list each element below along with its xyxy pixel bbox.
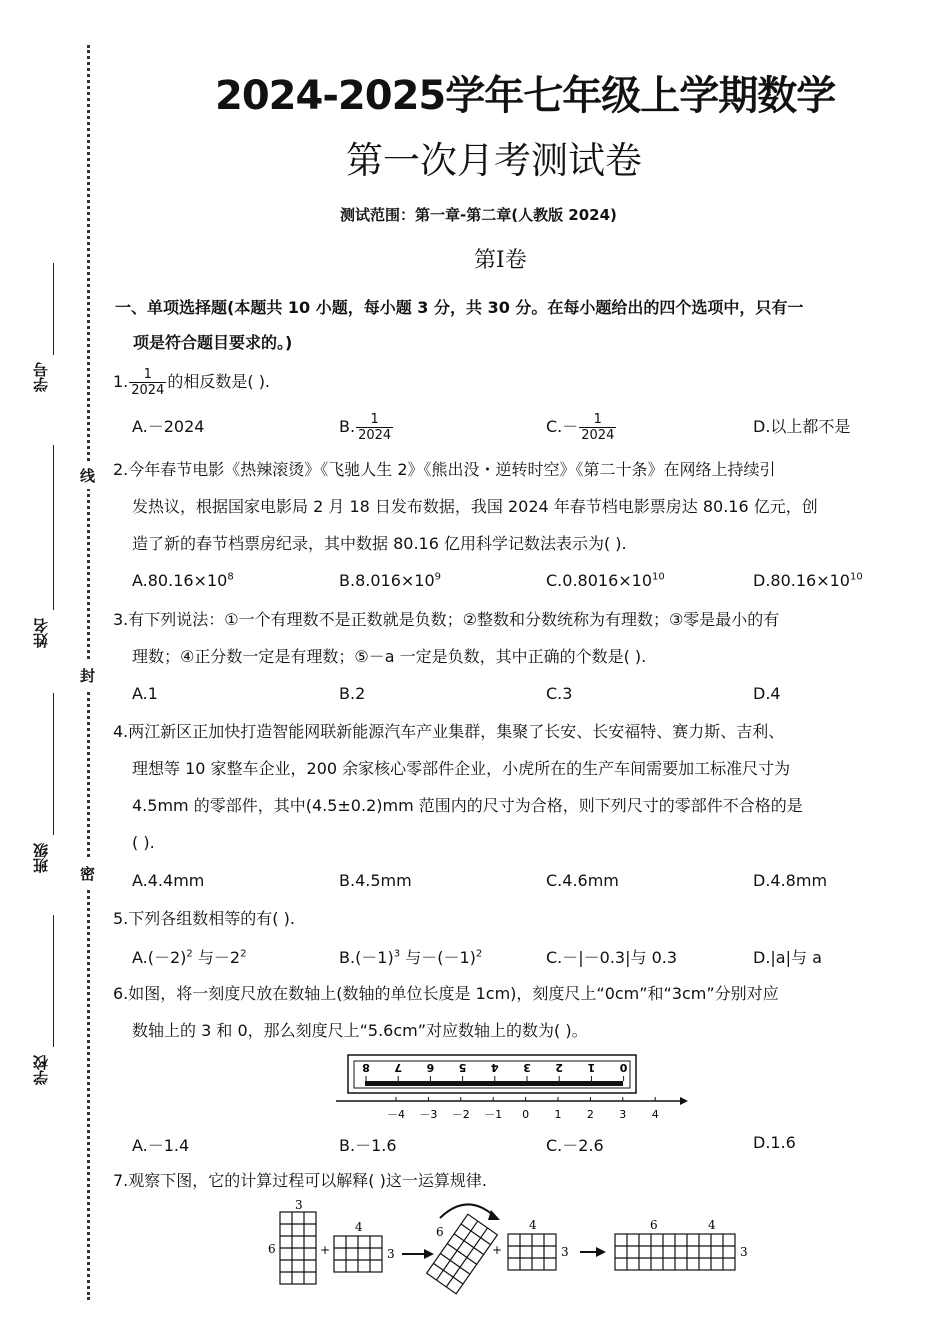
q2-a-exp: 8: [227, 571, 234, 583]
q4-line-1: 4.两江新区正加快打造智能网联新能源汽车产业集群，集聚了长安、长安福特、赛力斯、吉利、: [113, 722, 785, 741]
q1-b-fraction: [356, 412, 393, 443]
ruler-mark-label: 3: [523, 1061, 531, 1074]
q4-line-3: 4.5mm 的零部件，其中(4.5±0.2)mm 范围内的尺寸为合格，则下列尺寸的零部件不合格的是: [132, 796, 803, 815]
ruler-mark-label: 0: [619, 1061, 628, 1074]
q5-a-base: A.(－2): [132, 948, 187, 967]
school-blank: [53, 915, 54, 1047]
grid5-right-label: 3: [740, 1245, 748, 1259]
q4-option-c[interactable]: C.4.6mm: [546, 871, 619, 890]
q1-c-fraction: [579, 412, 616, 443]
q5-option-d[interactable]: D.|a|与 a: [753, 948, 822, 967]
q5-a-exp2: 2: [240, 948, 247, 960]
q1-option-a[interactable]: A.－2024: [132, 417, 205, 436]
school-label: 学校: [32, 1055, 50, 1085]
axis-tick-label: －3: [419, 1108, 438, 1121]
q2-b-base: B.8.016×10: [339, 571, 435, 590]
ruler-scale-bar: [365, 1081, 623, 1086]
q1-c-prefix: C.－: [546, 417, 579, 436]
grid2-top-label: 4: [355, 1220, 363, 1234]
student-id-label: 学号: [32, 362, 50, 392]
q2-options: [132, 571, 912, 595]
q2-option-a[interactable]: [132, 571, 234, 590]
q1-option-d[interactable]: D.以上都不是: [753, 417, 851, 436]
q1-fraction: [129, 367, 166, 398]
question-7: [113, 1162, 913, 1199]
q5-line-1: 5.下列各组数相等的有( ).: [113, 909, 295, 928]
q3-option-b[interactable]: B.2: [339, 684, 366, 703]
q2-line-3: 造了新的春节档票房纪录，其中数据 80.16 亿用科学记数法表示为( ).: [132, 534, 627, 553]
q1-stem: 的相反数是( ).: [167, 372, 271, 391]
q3-options: [132, 684, 912, 708]
ruler-labels: [362, 1061, 627, 1074]
class-blank: [53, 693, 54, 835]
seal-char-mi: 密: [80, 860, 95, 887]
q5-b-mid: 与－(－1): [400, 948, 476, 967]
grid-10x3: [615, 1234, 735, 1270]
area-model-figure: [262, 1196, 762, 1301]
arrow-1-head: [424, 1249, 434, 1259]
q6-line-1: 6.如图，将一刻度尺放在数轴上(数轴的单位长度是 1cm)，刻度尺上“0cm”和“3cm”分别对应: [113, 984, 779, 1003]
q4-options: [132, 871, 912, 895]
q1-b-prefix: B.: [339, 417, 356, 436]
question-3: [113, 601, 913, 675]
name-label: 姓名: [32, 618, 50, 648]
grid5-top-label-a: 6: [650, 1218, 658, 1232]
student-id-blank: [53, 263, 54, 355]
ruler-mark-label: 1: [587, 1061, 596, 1074]
q2-b-exp: 9: [434, 571, 442, 583]
axis-tick-label: 0: [522, 1108, 530, 1121]
q5-a-exp1: 2: [186, 948, 193, 960]
axis-tick-label: －1: [484, 1108, 503, 1121]
q6-line-2: 数轴上的 3 和 0，那么刻度尺上“5.6cm”对应数轴上的数为( )。: [132, 1021, 588, 1040]
q2-d-base: D.80.16×10: [753, 571, 850, 590]
q1-b-num: 1: [356, 412, 393, 428]
section-line-1: 一、单项选择题(本题共 10 小题，每小题 3 分，共 30 分。在每小题给出的四个选项中，只有一: [115, 298, 804, 317]
grid4-right-label: 3: [561, 1245, 569, 1259]
name-blank: [53, 445, 54, 610]
q5-options: [132, 945, 912, 969]
q5-b-exp2: 2: [475, 948, 483, 960]
q6-option-a[interactable]: A.－1.4: [132, 1136, 190, 1155]
ruler-mark-label: 2: [555, 1061, 564, 1074]
q3-option-a[interactable]: A.1: [132, 684, 158, 703]
question-4: [113, 713, 913, 861]
q6-option-b[interactable]: B.－1.6: [339, 1136, 397, 1155]
ruler-mark-label: 6: [426, 1061, 435, 1074]
axis-tick-label: 2: [586, 1108, 594, 1121]
ruler-mark-label: 5: [458, 1061, 467, 1074]
question-2: [113, 451, 913, 562]
q3-option-d[interactable]: D.4: [753, 684, 781, 703]
q1-b-den: 2024: [358, 428, 392, 443]
q1-frac-num: 1: [129, 367, 166, 383]
q5-option-c[interactable]: C.－|－0.3|与 0.3: [546, 948, 678, 967]
grid3-left-label: 6: [436, 1225, 444, 1239]
q6-option-c[interactable]: C.－2.6: [546, 1136, 604, 1155]
grid4-top-label: 4: [529, 1218, 537, 1232]
plus-sign-1: +: [320, 1243, 331, 1257]
q4-option-a[interactable]: A.4.4mm: [132, 871, 205, 890]
exam-title: 2024-2025学年七年级上学期数学: [215, 73, 836, 119]
q1-option-b[interactable]: [339, 412, 394, 443]
q7-line-1: 7.观察下图，它的计算过程可以解释( )这一运算规律.: [113, 1171, 487, 1190]
axis-tick-label: 4: [651, 1108, 659, 1121]
seal-char-xian: 线: [80, 462, 95, 489]
axis-tick-label: －2: [451, 1108, 470, 1121]
q3-line-1: 3.有下列说法：①一个有理数不是正数就是负数；②整数和分数统称为有理数；③零是最小的有: [113, 610, 780, 629]
q2-option-d[interactable]: [753, 571, 863, 590]
q5-b-exp1: 3: [393, 948, 401, 960]
q2-line-2: 发热议，根据国家电影局 2 月 18 日发布数据，我国 2024 年春节档电影票房达 80.16 亿元，创: [132, 497, 818, 516]
q2-option-b[interactable]: [339, 571, 441, 590]
axis-tick-label: 1: [554, 1108, 562, 1121]
ruler-number-line-figure: [330, 1050, 690, 1125]
arrow-2-head: [596, 1247, 606, 1257]
q6-option-d[interactable]: D.1.6: [753, 1133, 796, 1152]
q4-option-d[interactable]: D.4.8mm: [753, 871, 828, 890]
q4-option-b[interactable]: B.4.5mm: [339, 871, 412, 890]
question-1: [113, 363, 913, 400]
grid1-left-label: 6: [268, 1242, 276, 1256]
question-6: [113, 975, 913, 1049]
grid-4x3-second: [508, 1234, 556, 1270]
q2-c-base: C.0.8016×10: [546, 571, 653, 590]
q2-d-exp: 10: [849, 571, 863, 583]
q4-line-4: ( ).: [132, 833, 155, 852]
axis-tick-label: －4: [387, 1108, 405, 1121]
q3-line-2: 理数；④正分数一定是有理数；⑤－a 一定是负数，其中正确的个数是( ).: [132, 647, 647, 666]
volume-heading: 第Ⅰ卷: [474, 248, 527, 273]
grid5-top-label-b: 4: [708, 1218, 716, 1232]
grid2-right-label: 3: [387, 1247, 395, 1261]
q1-frac-den: 2024: [131, 383, 165, 398]
axis-labels: [387, 1108, 659, 1121]
grid1-top-label: 3: [295, 1198, 303, 1212]
plus-sign-2: +: [492, 1243, 503, 1257]
q5-option-b[interactable]: [339, 945, 482, 968]
q1-c-den: 2024: [581, 428, 615, 443]
q5-option-a[interactable]: [132, 945, 246, 968]
ruler-mark-label: 7: [394, 1061, 403, 1074]
ruler-ticks: [366, 1076, 624, 1081]
question-5: [113, 900, 913, 937]
q1-number: 1.: [113, 372, 129, 391]
ruler-mark-label: 8: [362, 1061, 370, 1074]
q2-a-base: A.80.16×10: [132, 571, 228, 590]
q2-line-1: 2.今年春节电影《热辣滚烫》《飞驰人生 2》《熊出没・逆转时空》《第二十条》在网络上持续引: [113, 460, 776, 479]
axis-arrow: [680, 1097, 688, 1105]
class-label: 班级: [32, 843, 50, 873]
q3-option-c[interactable]: C.3: [546, 684, 573, 703]
section-line-2: 项是符合题目要求的。): [133, 333, 293, 352]
exam-subtitle: 第一次月考测试卷: [346, 139, 642, 182]
section-instructions: [115, 290, 915, 360]
grid-4x3: [334, 1236, 382, 1272]
q1-c-num: 1: [579, 412, 616, 428]
q2-option-c[interactable]: [546, 571, 665, 590]
seal-char-feng: 封: [80, 662, 95, 689]
q2-c-exp: 10: [652, 571, 665, 583]
test-scope: 测试范围：第一章-第二章(人教版 2024): [340, 206, 617, 224]
q6-options: [132, 1133, 912, 1157]
q1-option-c[interactable]: [546, 412, 617, 443]
q4-line-2: 理想等 10 家整车企业，200 余家核心零部件企业，小虎所在的生产车间需要加工标准尺寸为: [132, 759, 791, 778]
q5-a-mid: 与－2: [192, 948, 241, 967]
axis-tick-label: 3: [619, 1108, 627, 1121]
q5-b-base: B.(－1): [339, 948, 394, 967]
grid-3x6: [280, 1212, 316, 1284]
q1-options: [132, 412, 912, 443]
ruler-mark-label: 4: [490, 1061, 499, 1074]
